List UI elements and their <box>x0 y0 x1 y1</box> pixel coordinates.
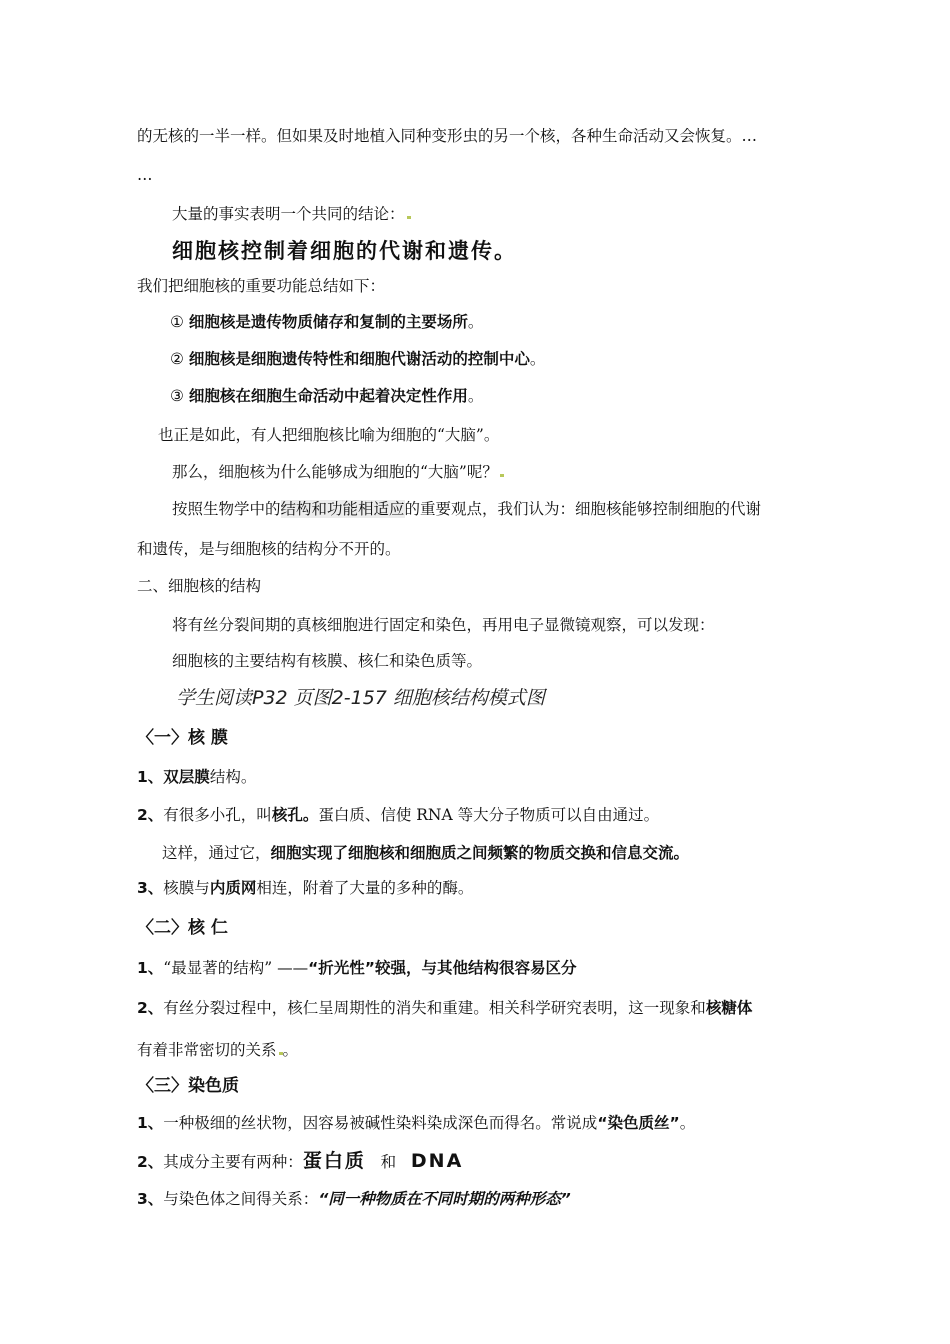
punctuation: 。 <box>467 313 484 331</box>
subsection-heading: 〈二〉核 仁 <box>137 918 228 938</box>
text-span: 其成分主要有两种： <box>163 1153 303 1171</box>
list-item <box>137 767 256 787</box>
paragraph-line <box>137 1040 298 1060</box>
text-span: “最显著的结构” —— <box>163 959 309 977</box>
function-item <box>170 312 483 332</box>
subsection-heading: 〈一〉核 膜 <box>137 728 228 748</box>
paragraph-line: … <box>137 166 153 184</box>
paragraph-line <box>172 499 761 519</box>
paragraph-line: 我们把细胞核的重要功能总结如下： <box>137 277 386 295</box>
bold-statement: 细胞实现了细胞核和细胞质之间频繁的物质交换和信息交流。 <box>270 844 690 862</box>
list-item <box>137 958 576 978</box>
punctuation: 。 <box>282 1041 299 1059</box>
function-text: 细胞核在细胞生命活动中起着决定性作用 <box>188 387 468 405</box>
text-span: 和 <box>380 1153 397 1171</box>
list-item <box>137 1150 463 1173</box>
text-span: 这样，通过它， <box>162 844 271 862</box>
paragraph-line: 和遗传，是与细胞核的结构分不开的。 <box>137 540 401 558</box>
text-span: 有着非常密切的关系 <box>137 1041 277 1059</box>
text-span: 的重要观点，我们认为：细胞核能够控制细胞的代谢 <box>404 500 762 518</box>
bold-statement: “折光性”较强，与其他结构很容易区分 <box>308 959 577 977</box>
paragraph-line: 细胞核的主要结构有核膜、核仁和染色质等。 <box>172 652 483 670</box>
paragraph-line: 也正是如此，有人把细胞核比喻为细胞的“大脑”。 <box>158 426 500 444</box>
bold-term: “染色质丝” <box>597 1114 680 1132</box>
question-text: 那么，细胞核为什么能够成为细胞的“大脑”呢？ <box>172 463 498 481</box>
list-item <box>137 1113 695 1133</box>
item-number: 2、 <box>137 806 164 824</box>
reading-note: 学生阅读P32 页图2-157 细胞核结构模式图 <box>176 687 545 709</box>
item-number: 3、 <box>137 879 164 897</box>
conclusion-heading: 细胞核控制着细胞的代谢和遗传。 <box>172 239 517 263</box>
text-span: 有很多小孔，叫 <box>163 806 272 824</box>
punctuation: 。 <box>467 387 484 405</box>
item-number: 2、 <box>137 1153 164 1171</box>
punctuation: 。 <box>529 350 546 368</box>
item-number: 1、 <box>137 959 164 977</box>
component-dna: DNA <box>410 1150 464 1172</box>
bold-term: 内质网 <box>209 879 257 897</box>
function-text: 细胞核是细胞遗传特性和细胞代谢活动的控制中心 <box>188 350 530 368</box>
function-item <box>170 386 483 406</box>
bold-term: 核糖体 <box>705 999 753 1017</box>
item-number: 3、 <box>137 1190 164 1208</box>
function-number: ③ <box>170 387 184 405</box>
text-span: 一种极细的丝状物，因容易被碱性染料染成深色而得名。常说成 <box>163 1114 598 1132</box>
bold-statement: “同一种物质在不同时期的两种形态” <box>318 1190 571 1208</box>
highlighted-text: 结构和功能相适应 <box>280 500 405 518</box>
function-number: ② <box>170 350 184 368</box>
text-span: 与染色体之间得关系： <box>163 1190 319 1208</box>
text-span: 核膜与 <box>163 879 210 897</box>
text-span: 有丝分裂过程中，核仁呈周期性的消失和重建。相关科学研究表明，这一现象和 <box>163 999 706 1017</box>
paragraph-line <box>172 204 411 224</box>
list-item <box>137 998 752 1018</box>
paragraph-line: 将有丝分裂间期的真核细胞进行固定和染色，再用电子显微镜观察，可以发现： <box>172 616 715 634</box>
subsection-heading: 〈三〉染色质 <box>137 1076 239 1096</box>
item-number: 1、 <box>137 1114 164 1132</box>
section-heading: 二、细胞核的结构 <box>137 577 262 595</box>
function-text: 细胞核是遗传物质储存和复制的主要场所 <box>188 313 468 331</box>
list-item <box>137 805 659 825</box>
text-span: 相连，附着了大量的多种的酶。 <box>256 879 474 897</box>
item-number: 2、 <box>137 999 164 1017</box>
text-span: 结构。 <box>209 768 257 786</box>
item-number: 1、 <box>137 768 164 786</box>
list-item <box>137 878 473 898</box>
paragraph-line <box>162 843 689 863</box>
conclusion-intro: 大量的事实表明一个共同的结论： <box>172 205 405 223</box>
bold-term: 双层膜 <box>163 768 210 786</box>
text-span: 蛋白质、信使 RNA 等大分子物质可以自由通过。 <box>318 806 660 824</box>
function-item <box>170 349 545 369</box>
punctuation: 。 <box>679 1114 696 1132</box>
text-span: 按照生物学中的 <box>172 500 281 518</box>
component-protein: 蛋白质 <box>302 1150 366 1172</box>
list-item <box>137 1189 571 1209</box>
paragraph-line: 的无核的一半一样。但如果及时地植入同种变形虫的另一个核，各种生命活动又会恢复。… <box>137 127 758 145</box>
bold-term: 核孔。 <box>271 806 319 824</box>
function-number: ① <box>170 313 184 331</box>
revision-mark <box>407 216 411 219</box>
paragraph-line <box>172 462 504 482</box>
revision-mark <box>500 474 504 477</box>
